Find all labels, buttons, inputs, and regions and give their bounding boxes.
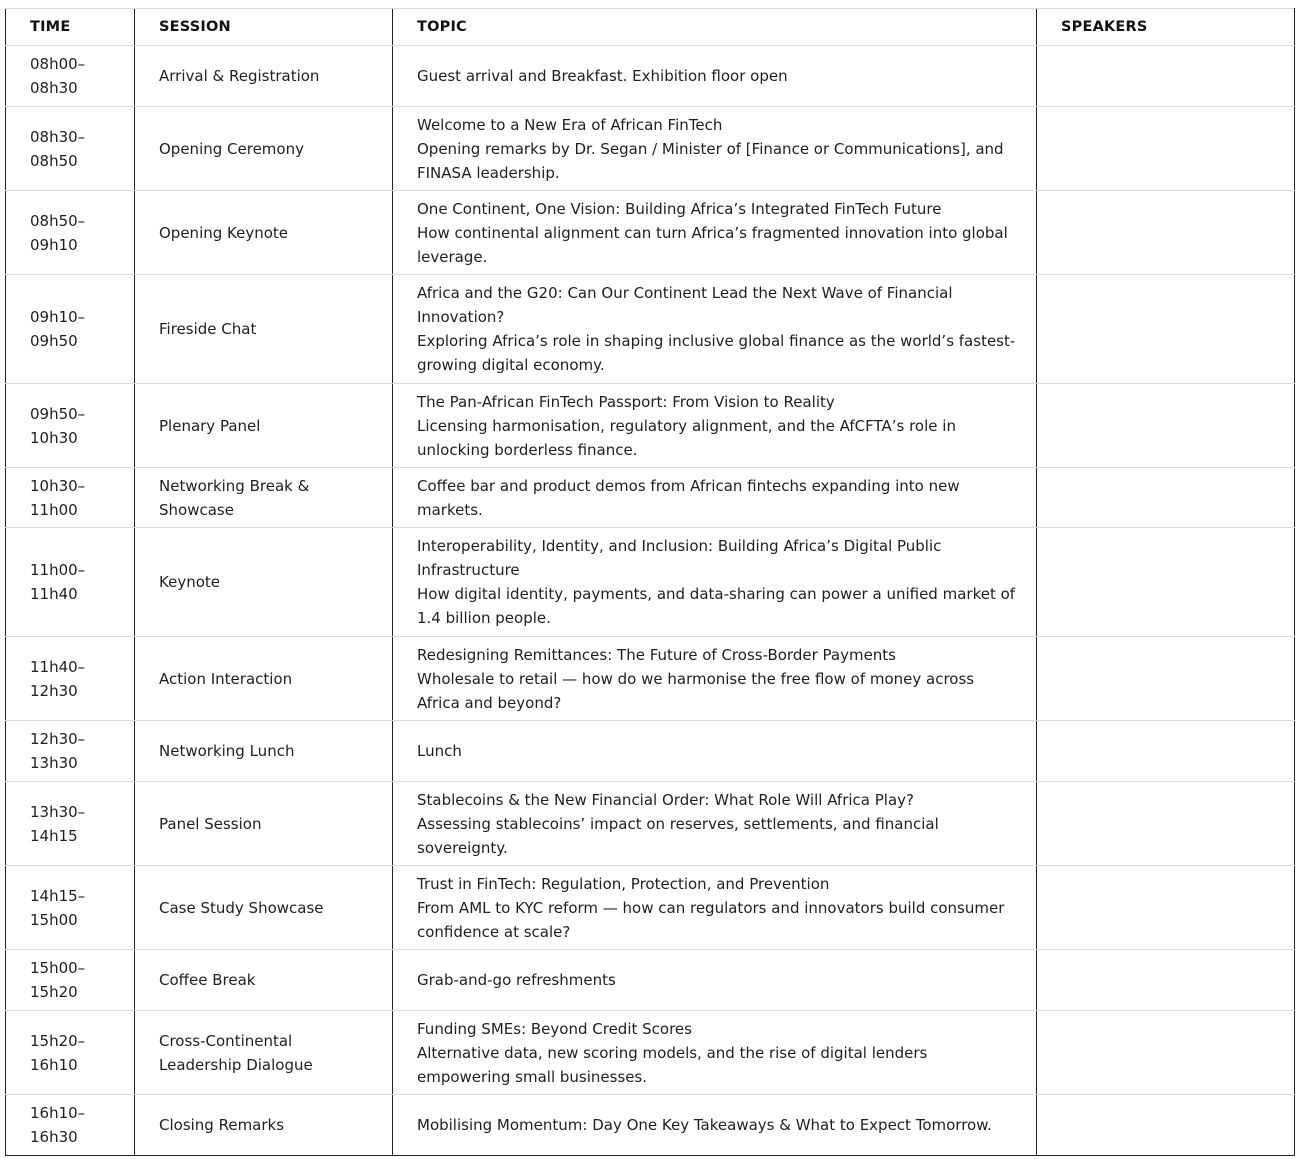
session-cell: Case Study Showcase [135, 866, 393, 950]
time-cell [6, 782, 135, 866]
speakers-cell [1037, 107, 1295, 191]
speakers-cell [1037, 191, 1295, 275]
topic-description: Licensing harmonisation, regulatory alignment, and the AfCFTA’s role in unlocking borderless finance. [417, 416, 956, 459]
topic-cell [393, 637, 1037, 721]
table-row [6, 275, 1295, 384]
topic-description: From AML to KYC reform — how can regulators and innovators build consumer confidence at scale? [417, 898, 1005, 941]
topic-cell [393, 782, 1037, 866]
topic-cell [393, 721, 1037, 782]
speakers-cell [1037, 950, 1295, 1011]
time-cell [6, 384, 135, 468]
topic-title: Stablecoins & the New Financial Order: What Role Will Africa Play? [417, 790, 914, 809]
topic-title: Interoperability, Identity, and Inclusion: Building Africa’s Digital Public Infrastructure [417, 537, 942, 579]
time-start: 15h00– [30, 959, 86, 977]
topic-cell [393, 468, 1037, 528]
header-session: SESSION [135, 9, 393, 46]
topic-description: How digital identity, payments, and data-sharing can power a unified market of 1.4 billion people. [417, 585, 1016, 627]
time-cell [6, 275, 135, 384]
time-start: 12h30– [30, 730, 86, 748]
topic-title: Africa and the G20: Can Our Continent Lead the Next Wave of Financial Innovation? [417, 284, 953, 326]
topic-cell [393, 46, 1037, 107]
table-row [6, 1095, 1295, 1156]
speakers-cell [1037, 637, 1295, 721]
speakers-cell [1037, 721, 1295, 782]
speakers-cell [1037, 1011, 1295, 1095]
topic-cell [393, 528, 1037, 637]
topic-title: Redesigning Remittances: The Future of Cross-Border Payments [417, 645, 896, 664]
speakers-cell [1037, 782, 1295, 866]
time-end: 12h30 [30, 681, 78, 700]
speakers-cell [1037, 384, 1295, 468]
topic-description: Wholesale to retail — how do we harmonise the free flow of money across Africa and beyond? [417, 669, 975, 712]
time-end: 11h40 [30, 585, 78, 603]
time-cell [6, 1011, 135, 1095]
time-end: 15h00 [30, 910, 78, 929]
table-row [6, 384, 1295, 468]
time-end: 16h30 [30, 1128, 78, 1146]
session-cell: Action Interaction [135, 637, 393, 721]
topic-title: Trust in FinTech: Regulation, Protection, and Prevention [417, 874, 830, 893]
table-row [6, 46, 1295, 107]
table-row [6, 1011, 1295, 1095]
session-cell: Closing Remarks [135, 1095, 393, 1156]
time-end: 08h30 [30, 79, 78, 97]
topic-description: Alternative data, new scoring models, and the rise of digital lenders empowering small businesses. [417, 1043, 928, 1086]
topic-cell [393, 1011, 1037, 1095]
time-cell [6, 721, 135, 782]
time-end: 09h50 [30, 332, 78, 350]
time-start: 11h40– [30, 657, 86, 676]
time-cell [6, 637, 135, 721]
table-row [6, 468, 1295, 528]
time-cell [6, 1095, 135, 1156]
time-end: 14h15 [30, 826, 78, 845]
table-row [6, 721, 1295, 782]
topic-cell [393, 950, 1037, 1011]
header-row [6, 9, 1295, 46]
session-cell: Coffee Break [135, 950, 393, 1011]
table-row [6, 528, 1295, 637]
time-start: 13h30– [30, 802, 86, 821]
table-row [6, 191, 1295, 275]
table-row [6, 637, 1295, 721]
time-end: 10h30 [30, 428, 78, 447]
session-cell: Arrival & Registration [135, 46, 393, 107]
time-end: 08h50 [30, 151, 78, 170]
time-start: 08h30– [30, 127, 86, 146]
topic-title: Coffee bar and product demos from African fintechs expanding into new markets. [417, 476, 960, 519]
time-cell [6, 46, 135, 107]
time-end: 09h10 [30, 235, 78, 254]
time-start: 14h15– [30, 886, 86, 905]
header-topic: TOPIC [393, 9, 1037, 46]
topic-description: Exploring Africa’s role in shaping inclusive global finance as the world’s fastest-growing digital economy. [417, 332, 1016, 374]
time-start: 09h50– [30, 404, 86, 423]
topic-description: How continental alignment can turn Africa’s fragmented innovation into global leverage. [417, 223, 1008, 266]
time-cell [6, 468, 135, 528]
time-cell [6, 950, 135, 1011]
topic-title: Welcome to a New Era of African FinTech [417, 115, 723, 134]
time-cell [6, 528, 135, 637]
topic-description: Assessing stablecoins’ impact on reserves, settlements, and financial sovereignty. [417, 814, 939, 857]
session-cell: Plenary Panel [135, 384, 393, 468]
speakers-cell [1037, 46, 1295, 107]
table-row [6, 950, 1295, 1011]
time-cell [6, 866, 135, 950]
time-start: 10h30– [30, 476, 86, 495]
session-cell: Fireside Chat [135, 275, 393, 384]
topic-cell [393, 384, 1037, 468]
table-row [6, 866, 1295, 950]
session-cell: Opening Keynote [135, 191, 393, 275]
time-start: 08h00– [30, 55, 86, 73]
speakers-cell [1037, 1095, 1295, 1156]
topic-title: Lunch [417, 742, 462, 760]
topic-title: Guest arrival and Breakfast. Exhibition floor open [417, 67, 788, 85]
agenda-body [6, 46, 1295, 1156]
time-cell [6, 107, 135, 191]
topic-cell [393, 107, 1037, 191]
time-start: 15h20– [30, 1031, 86, 1050]
time-end: 13h30 [30, 754, 78, 772]
topic-title: Grab-and-go refreshments [417, 971, 616, 989]
table-row [6, 107, 1295, 191]
time-end: 11h00 [30, 500, 78, 519]
session-cell: Networking Break & Showcase [135, 468, 393, 528]
topic-cell [393, 866, 1037, 950]
time-cell [6, 191, 135, 275]
session-cell: Panel Session [135, 782, 393, 866]
agenda-header [6, 9, 1295, 46]
header-speakers: SPEAKERS [1037, 9, 1295, 46]
time-start: 09h10– [30, 308, 86, 326]
time-end: 16h10 [30, 1055, 78, 1074]
agenda-table [5, 8, 1295, 1156]
time-start: 11h00– [30, 561, 86, 579]
topic-cell [393, 1095, 1037, 1156]
topic-title: The Pan-African FinTech Passport: From Vision to Reality [417, 392, 835, 411]
topic-title: Funding SMEs: Beyond Credit Scores [417, 1019, 692, 1038]
session-cell: Cross-Continental Leadership Dialogue [135, 1011, 393, 1095]
speakers-cell [1037, 275, 1295, 384]
topic-title: One Continent, One Vision: Building Africa’s Integrated FinTech Future [417, 199, 942, 218]
session-cell: Opening Ceremony [135, 107, 393, 191]
header-time: TIME [6, 9, 135, 46]
speakers-cell [1037, 468, 1295, 528]
time-start: 16h10– [30, 1104, 86, 1122]
topic-description: Opening remarks by Dr. Segan / Minister of [Finance or Communications], and FINASA leadership. [417, 139, 1004, 182]
speakers-cell [1037, 528, 1295, 637]
time-end: 15h20 [30, 983, 78, 1001]
topic-cell [393, 275, 1037, 384]
speakers-cell [1037, 866, 1295, 950]
topic-title: Mobilising Momentum: Day One Key Takeaways & What to Expect Tomorrow. [417, 1116, 992, 1134]
time-start: 08h50– [30, 211, 86, 230]
session-cell: Networking Lunch [135, 721, 393, 782]
session-cell: Keynote [135, 528, 393, 637]
table-row [6, 782, 1295, 866]
topic-cell [393, 191, 1037, 275]
